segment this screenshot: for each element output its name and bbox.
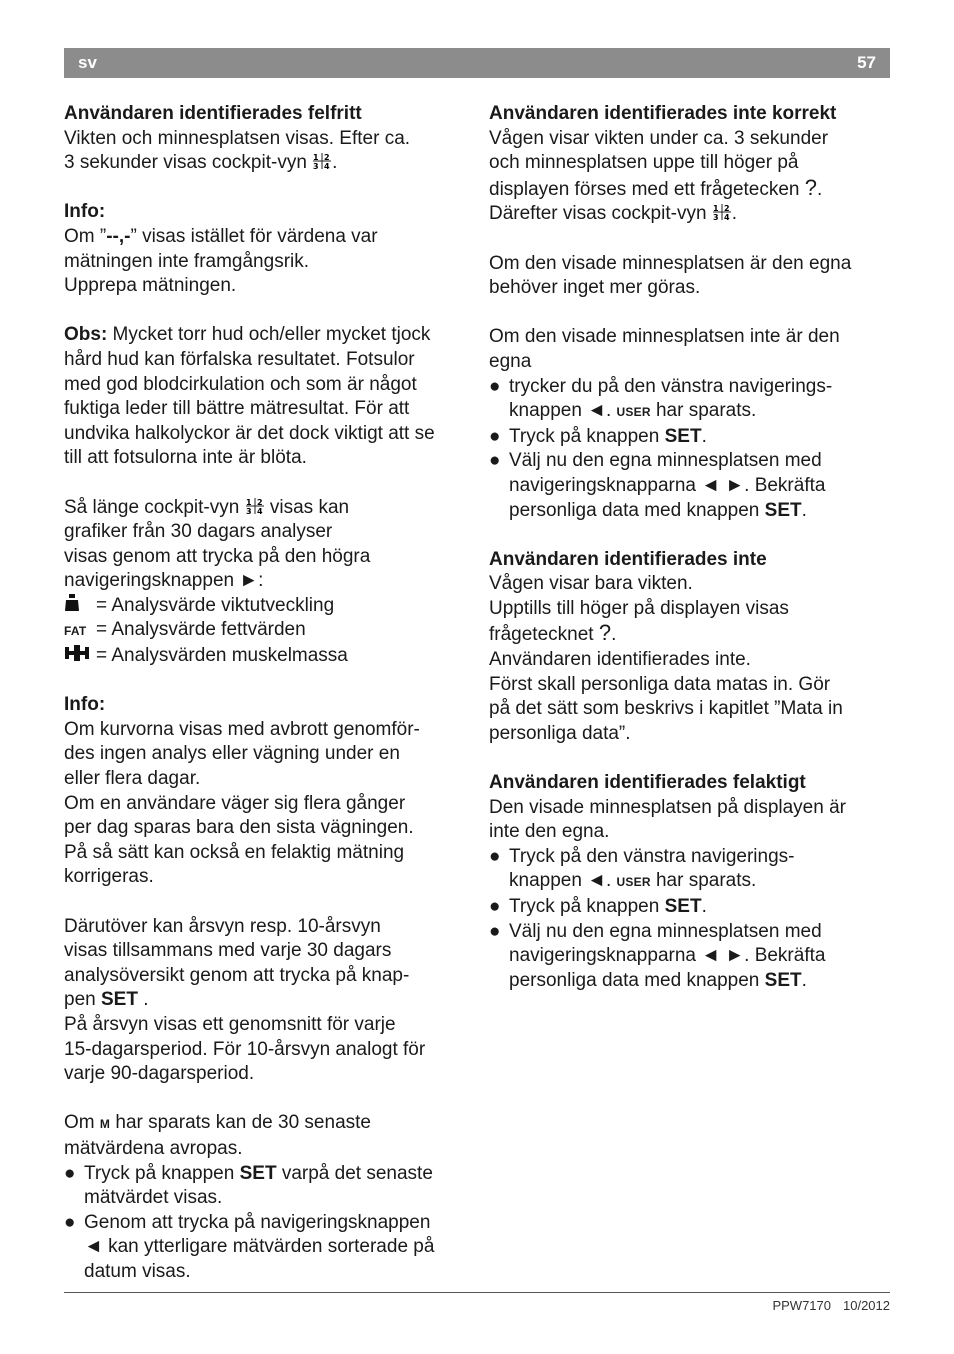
page-number: 57 — [857, 53, 876, 72]
bullet-item: ● Välj nu den egna minnesplatsen med navigeringsknapparna ◄ ►. Bekräfta personliga data med knappen SET. — [489, 920, 826, 991]
section-heading: Användaren identifierades inte — [489, 548, 767, 570]
text-line: och minnesplatsen uppe till höger på — [489, 152, 799, 174]
text-line: Vikten och minnesplatsen visas. Efter ca. — [64, 127, 411, 149]
svg-text:4: 4 — [723, 213, 730, 222]
text-line: grafiker från 30 dagars analyser — [64, 521, 333, 543]
footer-divider — [64, 1292, 890, 1293]
text-line: Om en användare väger sig flera gånger — [64, 792, 406, 814]
svg-text:3: 3 — [313, 162, 319, 171]
text-line: fuktiga leder till bättre mätresultat. För att — [64, 398, 410, 420]
text-line: mätningen inte framgångsrik. — [64, 250, 310, 272]
muscle-icon — [64, 645, 90, 661]
svg-text:2: 2 — [324, 153, 330, 163]
text-line: hård hud kan förfalska resultatet. Fotsulor — [64, 348, 415, 370]
text-line: Om M har sparats kan de 30 senaste — [64, 1112, 371, 1134]
bullet-item: ● Tryck på den vänstra navigerings- knappen ◄. USER har sparats. — [489, 845, 795, 892]
svg-text:2: 2 — [723, 204, 730, 214]
info-heading: Info: — [64, 201, 106, 223]
text-line: 15-dagarsperiod. För 10-årsvyn analogt för — [64, 1038, 426, 1060]
text-line: Så länge cockpit-vyn 1 2 3 4 visas kan — [64, 496, 350, 518]
user-icon: USER — [616, 875, 651, 890]
legend-fat: FAT = Analysvärde fettvärden — [64, 618, 464, 644]
text-line: analysöversikt genom att trycka på knap- — [64, 964, 410, 986]
text-line: eller flera dagar. — [64, 768, 201, 790]
legend-weight: = Analysvärde viktutveckling — [64, 594, 464, 619]
info-heading: Info: — [64, 694, 106, 716]
text-line: egna — [489, 350, 532, 372]
section-heading: Användaren identifierades felaktigt — [489, 772, 806, 794]
language-code: sv — [78, 53, 97, 72]
svg-text:3: 3 — [712, 213, 719, 222]
section-heading: Användaren identifierades inte korrekt — [489, 103, 837, 124]
svg-text:1: 1 — [313, 153, 319, 163]
text-line: behöver inget mer göras. — [489, 277, 701, 299]
text-line: Om ”--,-” visas istället för värdena var — [64, 225, 378, 247]
footer — [772, 1298, 890, 1313]
cockpit-view-icon — [245, 497, 265, 515]
text-line: personliga data”. — [489, 722, 631, 744]
svg-text:1: 1 — [712, 204, 719, 214]
svg-text:2: 2 — [256, 497, 263, 507]
date: 10/2012 — [843, 1298, 890, 1313]
legend-muscle: = Analysvärden muskelmassa — [64, 644, 464, 669]
text-line: med god blodcirkulation och som är något — [64, 373, 417, 395]
right-column — [489, 102, 889, 993]
text-line: Därutöver kan årsvyn resp. 10-årsvyn — [64, 915, 381, 937]
text-line: Den visade minnesplatsen på displayen är — [489, 796, 846, 818]
question-mark-icon: ? — [598, 620, 612, 646]
text-line: Först skall personliga data matas in. Gör — [489, 673, 831, 695]
bullet-item: ● Tryck på knappen SET. — [489, 425, 707, 447]
svg-text:4: 4 — [256, 506, 263, 515]
text-line: Användaren identifierades inte. — [489, 649, 751, 671]
text-line: visas tillsammans med varje 30 dagars — [64, 940, 392, 962]
text-line: korrigeras. — [64, 866, 154, 888]
bullet-item: ● Tryck på knappen SET varpå det senaste mätvärdet visas. — [64, 1162, 433, 1209]
text-line: des ingen analys eller vägning under en — [64, 743, 400, 765]
text-line: På årsvyn visas ett genomsnitt för varje — [64, 1013, 396, 1035]
svg-text:1: 1 — [245, 497, 252, 507]
cockpit-view-icon — [712, 203, 732, 221]
header-bar — [64, 48, 890, 78]
text-line: visas genom att trycka på den högra — [64, 545, 371, 567]
text-line: displayen förses med ett frågetecken ?. — [489, 174, 823, 200]
cockpit-view-icon — [312, 152, 332, 170]
text-line: pen SET . — [64, 989, 149, 1011]
text-line: Om kurvorna visas med avbrott genomför- — [64, 718, 420, 740]
text-line: Upprepa mätningen. — [64, 275, 237, 297]
bullet-item: ● Genom att trycka på navigeringsknappen ◄ kan ytterligare mätvärden sorterade på datum visas. — [64, 1211, 435, 1282]
user-icon: USER — [616, 405, 651, 420]
fat-icon: FAT — [64, 624, 87, 639]
text-line: per dag sparas bara den sista vägningen. — [64, 817, 414, 839]
text-line: Om den visade minnesplatsen är den egna — [489, 252, 852, 274]
obs-paragraph: Obs: Mycket torr hud och/eller mycket tjock — [64, 324, 431, 346]
svg-text:4: 4 — [324, 162, 330, 171]
text-line: Vågen visar vikten under ca. 3 sekunder — [489, 127, 829, 149]
section-heading: Användaren identifierades felfritt — [64, 103, 362, 124]
model-number: PPW7170 — [772, 1298, 831, 1313]
memory-icon: M — [99, 1117, 111, 1132]
text-line: undvika halkolyckor är det dock viktigt att se — [64, 422, 435, 444]
bullet-item: ● Tryck på knappen SET. — [489, 896, 707, 917]
left-column — [64, 102, 464, 1285]
svg-text:3: 3 — [245, 506, 252, 515]
text-line: Därefter visas cockpit-vyn 1 2 3 4 . — [489, 203, 738, 225]
text-line: navigeringsknappen ►: — [64, 570, 264, 592]
weight-icon — [64, 594, 80, 611]
text-line: Om den visade minnesplatsen inte är den — [489, 326, 840, 348]
text-line: Vågen visar bara vikten. — [489, 573, 693, 595]
text-line: varje 90-dagarsperiod. — [64, 1063, 255, 1085]
question-mark-icon: ? — [804, 174, 818, 200]
text-line: mätvärdena avropas. — [64, 1137, 243, 1159]
text-line: Upptills till höger på displayen visas — [489, 597, 789, 619]
text-line: 3 sekunder visas cockpit-vyn 1 2 3 4 . — [64, 152, 338, 174]
text-line: inte den egna. — [489, 821, 610, 843]
text-line: på det sätt som beskrivs i kapitlet ”Mata in — [489, 698, 843, 720]
text-line: frågetecknet ?. — [489, 620, 617, 646]
text-line: På så sätt kan också en felaktig mätning — [64, 841, 405, 863]
bullet-item: ● trycker du på den vänstra navigerings- knappen ◄. USER har sparats. — [489, 375, 833, 422]
text-line: till att fotsulorna inte är blöta. — [64, 447, 307, 469]
bullet-item: ● Välj nu den egna minnesplatsen med navigeringsknapparna ◄ ►. Bekräfta personliga data med knappen SET. — [489, 450, 826, 521]
